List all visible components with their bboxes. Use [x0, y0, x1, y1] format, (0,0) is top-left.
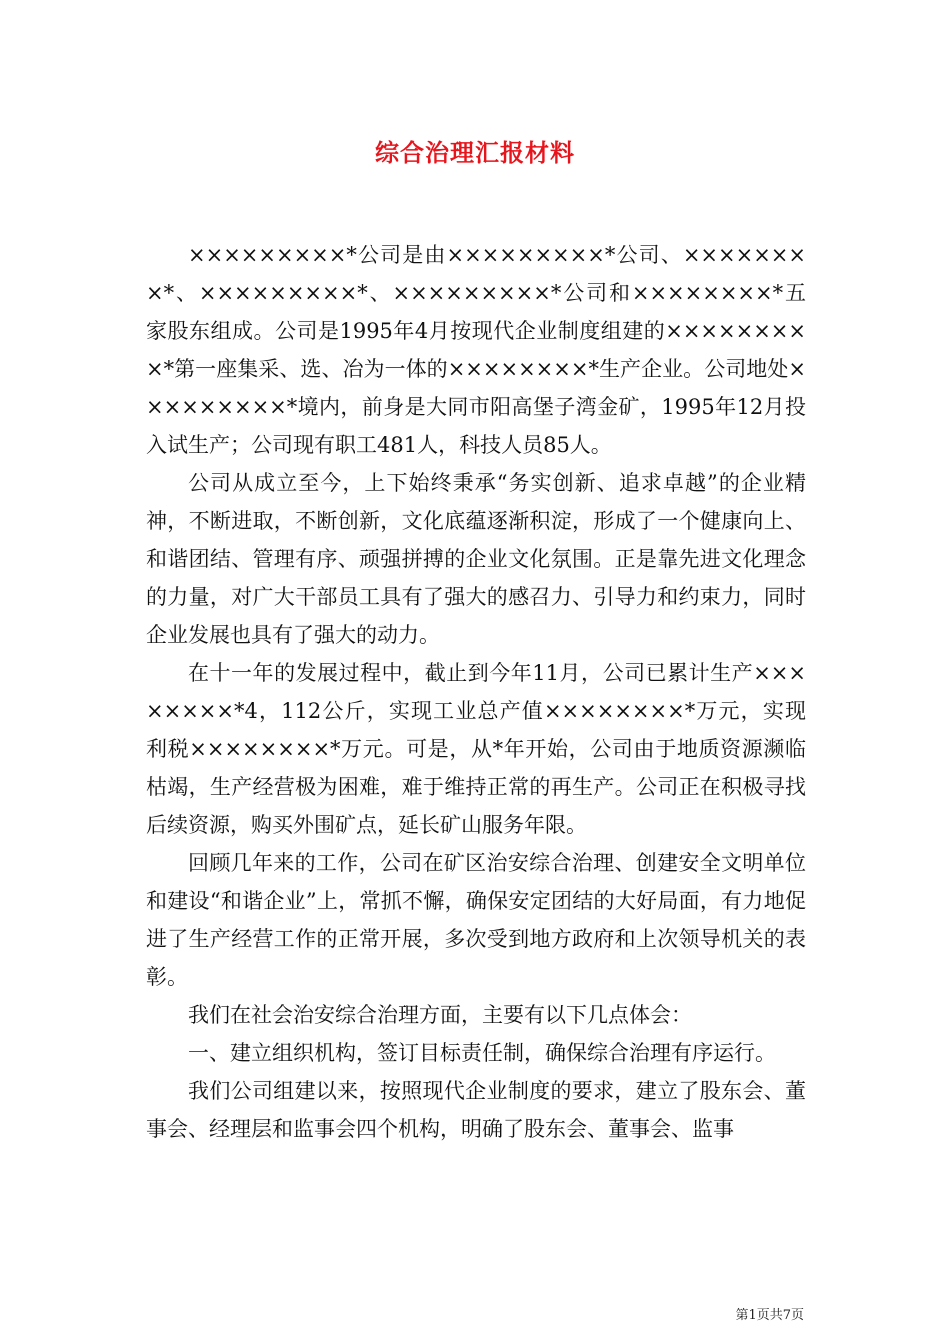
paragraph-experience-intro: 我们在社会治安综合治理方面，主要有以下几点体会： — [188, 1003, 692, 1027]
paragraph-corporate-culture: 公司从成立至今，上下始终秉承“务实创新、追求卓越”的企业精神，不断进取，不断创新，文化底蕴逐渐积淀，形成了一个健康向上、和谐团结、管理有序、顽强拼搏的企业文化氛围。正是靠先进文化理念的力量，对广大干部员工具有了强大的感召力、引导力和约束力，同时企业发展也具有了强大的动力。 — [146, 471, 806, 647]
paragraph-section-one-body: 我们公司组建以来，按照现代企业制度的要求，建立了股东会、董事会、经理层和监事会四个机构，明确了股东会、董事会、监事 — [146, 1079, 806, 1141]
paragraph-development: 在十一年的发展过程中，截止到今年11月，公司已累计生产××××××××*4，112公斤，实现工业总产值××××××××*万元，实现利税××××××××*万元。可是，从*年开始，公司由于地质资源濒临枯竭，生产经营极为困难，难于维持正常的再生产。公司正在积极寻找后续资源，购买外围矿点，延长矿山服务年限。 — [146, 661, 806, 837]
document-title: 综合治理汇报材料 — [375, 138, 575, 167]
page-number: 第1页共7页 — [735, 1308, 804, 1323]
document-body — [146, 236, 806, 1148]
paragraph-company-intro: ×××××××××*公司是由×××××××××*公司、××××××××*、×××××××××*、×××××××××*公司和××××××××*五家股东组成。公司是1995年4月按现代企业制度组建的×××××××××*第一座集采、选、冶为一体的××××××××*生产企业。公司地处×××××××××*境内，前身是大同市阳高堡子湾金矿，1995年12月投入试生产；公司现有职工481人，科技人员85人。 — [146, 243, 806, 457]
paragraph-review: 回顾几年来的工作，公司在矿区治安综合治理、创建安全文明单位和建设“和谐企业”上，常抓不懈，确保安定团结的大好局面，有力地促进了生产经营工作的正常开展，多次受到地方政府和上次领导机关的表彰。 — [146, 851, 806, 989]
paragraph-section-one-heading: 一、建立组织机构，签订目标责任制，确保综合治理有序运行。 — [188, 1041, 776, 1065]
